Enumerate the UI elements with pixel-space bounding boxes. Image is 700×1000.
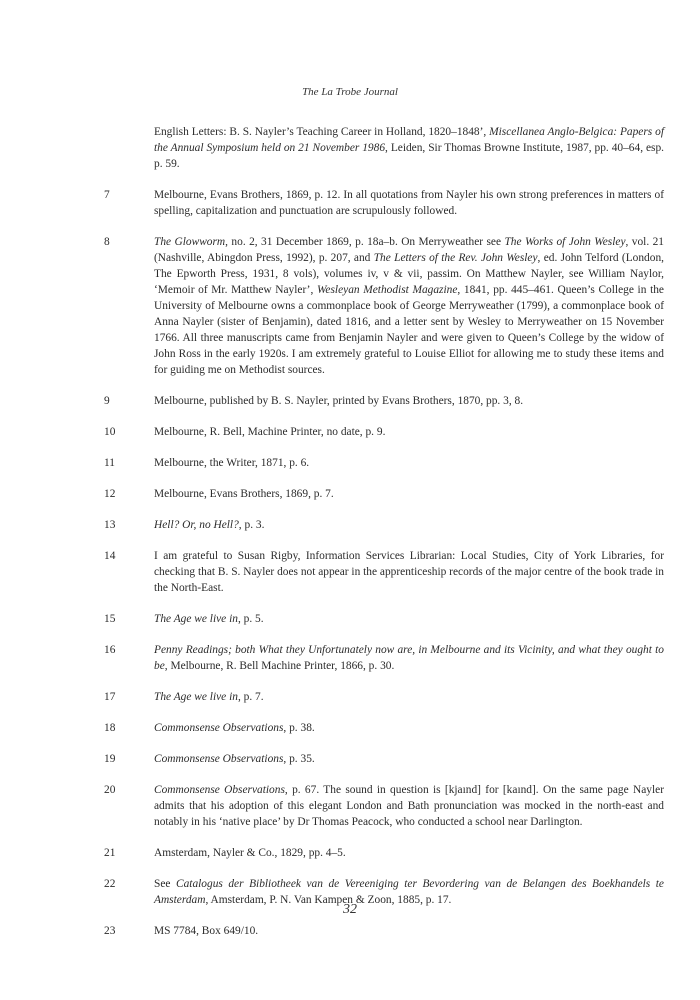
italic-title: Catalogus der Bibliotheek van de Vereeniging ter Bevordering van de Belangen des Boekhandels te Amsterdam	[154, 878, 664, 906]
endnote	[104, 187, 664, 219]
endnote-text	[154, 486, 664, 502]
text-run: Melbourne, the Writer, 1871, p. 6.	[154, 457, 310, 469]
endnote-text	[154, 455, 664, 471]
endnote-number: 9	[104, 395, 110, 407]
endnote-number: 21	[104, 847, 116, 859]
italic-title: Wesleyan Methodist Magazine	[316, 284, 458, 296]
italic-title: The Letters of the Rev. John Wesley	[373, 252, 538, 264]
endnote-text	[154, 782, 664, 830]
text-run: , p. 7.	[237, 691, 264, 703]
endnote-text	[154, 124, 664, 172]
endnote-number: 10	[104, 426, 116, 438]
endnote-text	[154, 642, 664, 674]
endnote	[104, 517, 664, 533]
italic-title: Miscellanea Anglo-Belgica: Papers of the Annual Symposium held on 21 November 1986	[154, 126, 664, 154]
endnote-text	[154, 720, 664, 736]
text-run: , 1841, pp. 445–461. Queen’s College in the University of Melbourne owns a commonplace book of George Merryweather (1799), a commonplace book of Anna Nayler (sister of Benjamin), dated 1816, and a letter sent by Wesley to Merryweather on 15 November 1766. All three manuscripts came from Benjamin Nayler and were given to Queen’s College by the widow of John Ross in the early 1920s. I am extremely grateful to Louise Elliot for allowing me to study these items and for guiding me on Methodist sources.	[154, 284, 664, 376]
endnote-number: 23	[104, 925, 116, 937]
running-head: The La Trobe Journal	[302, 86, 398, 98]
italic-title: Commonsense Observations	[154, 753, 284, 765]
endnote-text	[154, 424, 664, 440]
endnote	[104, 124, 664, 172]
text-run: , Leiden, Sir Thomas Browne Institute, 1987, pp. 40–64, esp. p. 59.	[154, 142, 665, 170]
text-run: MS 7784, Box 649/10.	[154, 925, 259, 937]
endnote	[104, 455, 664, 471]
italic-title: Penny Readings; both What they Unfortunately now are, in Melbourne and its Vicinity, and what they ought to be	[154, 644, 664, 672]
endnote-number: 13	[104, 519, 116, 531]
endnote-number: 8	[104, 236, 110, 248]
endnote	[104, 424, 664, 440]
endnote-text	[154, 751, 664, 767]
endnote	[104, 720, 664, 736]
text-run: , Melbourne, R. Bell Machine Printer, 1866, p. 30.	[164, 660, 395, 672]
endnote-text	[154, 187, 664, 219]
endnote-text	[154, 689, 664, 705]
text-run: Melbourne, Evans Brothers, 1869, p. 7.	[154, 488, 334, 500]
endnote	[104, 845, 664, 861]
endnote-number: 16	[104, 644, 116, 656]
endnote	[104, 486, 664, 502]
text-run: Amsterdam, Nayler & Co., 1829, pp. 4–5.	[154, 847, 346, 859]
endnote-text	[154, 923, 664, 939]
endnote-text	[154, 845, 664, 861]
endnote-number: 15	[104, 613, 116, 625]
endnote	[104, 234, 664, 378]
text-run: Melbourne, Evans Brothers, 1869, p. 12. In all quotations from Nayler his own strong preferences in matters of spelling, capitalization and punctuation are scrupulously followed.	[154, 189, 664, 217]
endnote	[104, 751, 664, 767]
endnote	[104, 642, 664, 674]
text-run: See	[154, 878, 176, 890]
endnote-text	[154, 517, 664, 533]
text-run: I am grateful to Susan Rigby, Information Services Librarian: Local Studies, City of York Libraries, for checking that B. S. Nayler does not appear in the apprenticeship records of the major centre of the book trade in the North-East.	[154, 550, 664, 594]
text-run: Melbourne, published by B. S. Nayler, printed by Evans Brothers, 1870, pp. 3, 8.	[154, 395, 524, 407]
endnote-number: 12	[104, 488, 116, 500]
endnote	[104, 689, 664, 705]
endnote-number	[104, 124, 154, 172]
text-run: , p. 38.	[283, 722, 315, 734]
endnote-number: 17	[104, 691, 116, 703]
text-run: , ed. John Telford (London, The Epworth Press, 1931, 8 vols), volumes iv, v & vii, passim. On Matthew Nayler, see William Naylor, ‘Memoir of Mr. Matthew Nayler’,	[154, 252, 664, 296]
endnote-number: 7	[104, 189, 110, 201]
endnote-text	[154, 234, 664, 378]
endnotes-list	[104, 124, 664, 954]
endnote-number: 18	[104, 722, 116, 734]
endnote-number: 20	[104, 784, 116, 796]
endnote-text	[154, 548, 664, 596]
endnote-text	[154, 611, 664, 627]
italic-title: Commonsense Observations	[154, 722, 284, 734]
text-run: , p. 5.	[237, 613, 264, 625]
text-run: English Letters: B. S. Nayler’s Teaching Career in Holland, 1820–1848’,	[154, 126, 490, 138]
endnote	[104, 393, 664, 409]
text-run: , p. 35.	[283, 753, 315, 765]
endnote	[104, 923, 664, 939]
endnote-number: 14	[104, 550, 116, 562]
italic-title: The Glowworm	[154, 236, 226, 248]
text-run: , vol. 21 (Nashville, Abingdon Press, 1992), p. 207, and	[154, 236, 664, 264]
endnote	[104, 611, 664, 627]
endnote-text	[154, 393, 664, 409]
text-run: , no. 2, 31 December 1869, p. 18a–b. On Merryweather see	[225, 236, 505, 248]
italic-title: Hell? Or, no Hell?	[154, 519, 239, 531]
italic-title: Commonsense Observations	[154, 784, 285, 796]
text-run: , p. 67. The sound in question is [kjaınd] for [kaınd]. On the same page Nayler admits that his adoption of this elegant London and Bath pronunciation was mocked in the north-east and notably in his ‘native place’ by Dr Thomas Peacock, who conducted a school near Darlington.	[154, 784, 664, 828]
endnote-number: 22	[104, 878, 116, 890]
italic-title: The Works of John Wesley	[504, 236, 626, 248]
text-run: , p. 3.	[238, 519, 265, 531]
italic-title: The Age we live in	[154, 613, 238, 625]
text-run: Melbourne, R. Bell, Machine Printer, no date, p. 9.	[154, 426, 386, 438]
endnote-number: 19	[104, 753, 116, 765]
endnote	[104, 782, 664, 830]
italic-title: The Age we live in	[154, 691, 238, 703]
endnote-number: 11	[104, 457, 115, 469]
text-run: , Amsterdam, P. N. Van Kampen & Zoon, 1885, p. 17.	[205, 894, 452, 906]
page-number: 32	[343, 902, 357, 917]
endnote	[104, 548, 664, 596]
